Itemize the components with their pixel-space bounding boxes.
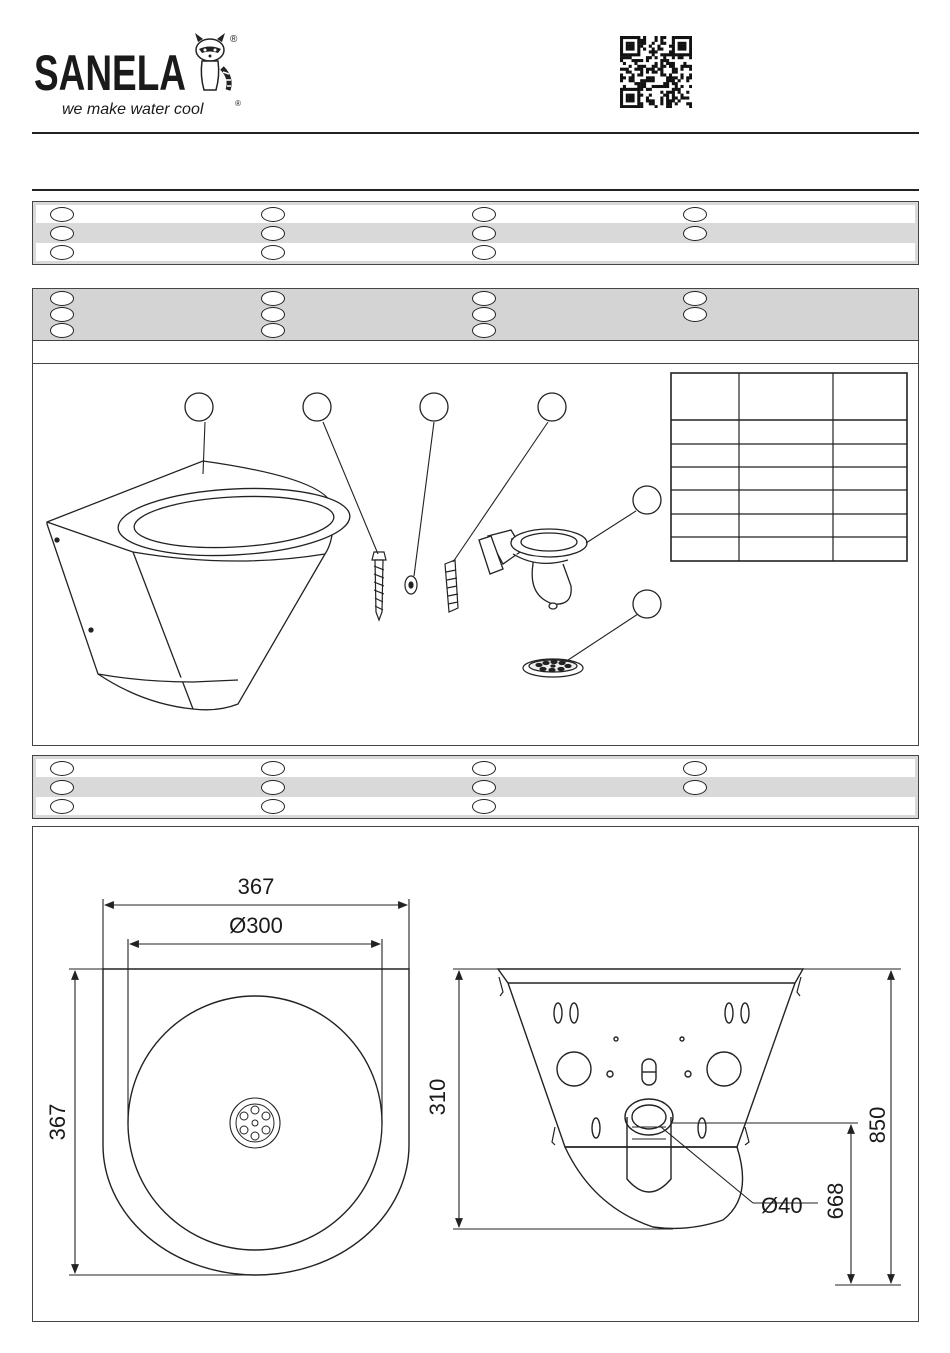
language-row <box>36 224 915 242</box>
language-oval <box>261 323 285 338</box>
language-oval <box>50 226 74 241</box>
callout-circle <box>538 393 566 421</box>
language-oval <box>50 207 74 222</box>
language-oval <box>472 226 496 241</box>
language-oval <box>261 761 285 776</box>
language-oval <box>472 761 496 776</box>
parts-panel <box>32 363 919 746</box>
callout-circle <box>303 393 331 421</box>
drain-holes-icon <box>240 1106 270 1140</box>
language-oval <box>50 761 74 776</box>
language-oval <box>683 780 707 795</box>
wall-plug-illustration <box>445 560 458 612</box>
language-oval <box>261 307 285 322</box>
language-row <box>36 759 915 777</box>
top-view <box>103 969 409 1275</box>
language-oval <box>683 226 707 241</box>
strainer-illustration <box>523 659 583 677</box>
language-oval <box>261 799 285 814</box>
brand-tagline: we make water cool <box>62 101 204 118</box>
blank-caption-strip <box>32 340 919 365</box>
language-oval <box>472 207 496 222</box>
callout-circle <box>185 393 213 421</box>
language-oval <box>472 780 496 795</box>
siphon-illustration <box>479 529 587 609</box>
qr-code-icon <box>620 36 692 108</box>
language-oval <box>472 307 496 322</box>
language-oval <box>472 291 496 306</box>
language-oval <box>50 307 74 322</box>
header-rule <box>32 132 919 134</box>
language-box-3 <box>32 755 919 819</box>
basin-illustration <box>47 461 352 710</box>
language-oval <box>683 307 707 322</box>
language-oval <box>261 207 285 222</box>
language-row <box>36 797 915 815</box>
parts-table <box>671 373 907 561</box>
language-oval <box>472 323 496 338</box>
language-row <box>36 778 915 796</box>
language-row <box>36 205 915 223</box>
raccoon-mascot-icon <box>195 33 231 90</box>
front-view <box>498 969 803 1228</box>
callout-circle <box>633 590 661 618</box>
dimension-drawing <box>33 827 918 1321</box>
brand-name: SANELA <box>34 45 186 101</box>
language-oval <box>50 799 74 814</box>
tagline-registered-mark: ® <box>235 99 241 108</box>
language-oval <box>50 780 74 795</box>
parts-drawing <box>33 364 918 745</box>
callout-circle <box>420 393 448 421</box>
language-oval <box>50 323 74 338</box>
language-oval <box>261 291 285 306</box>
washer-illustration <box>405 576 417 594</box>
language-oval <box>683 291 707 306</box>
language-row <box>36 321 915 339</box>
dim-top-depth: 367 <box>45 1103 70 1141</box>
top-view-dimension-lines <box>69 899 409 1275</box>
dimensions-panel <box>32 826 919 1322</box>
dim-mount-height: 850 <box>865 1106 890 1144</box>
language-oval <box>261 780 285 795</box>
registered-mark: ® <box>230 34 238 45</box>
language-row <box>36 243 915 261</box>
language-oval <box>261 245 285 260</box>
brand-logo <box>32 28 262 123</box>
language-box-2 <box>32 288 919 342</box>
dim-front-height: 310 <box>425 1078 450 1116</box>
language-oval <box>261 226 285 241</box>
language-oval <box>683 207 707 222</box>
language-oval <box>50 291 74 306</box>
language-oval <box>683 761 707 776</box>
language-oval <box>472 799 496 814</box>
language-oval <box>50 245 74 260</box>
language-oval <box>472 245 496 260</box>
dim-waste-diameter: Ø40 <box>761 1193 803 1218</box>
language-box-1 <box>32 201 919 265</box>
screw-illustration <box>372 552 386 620</box>
dim-bowl-diameter: Ø300 <box>229 913 283 938</box>
callout-circle <box>633 486 661 514</box>
title-rule <box>32 189 919 191</box>
dim-waste-height: 668 <box>823 1182 848 1220</box>
dim-top-width: 367 <box>237 874 275 899</box>
